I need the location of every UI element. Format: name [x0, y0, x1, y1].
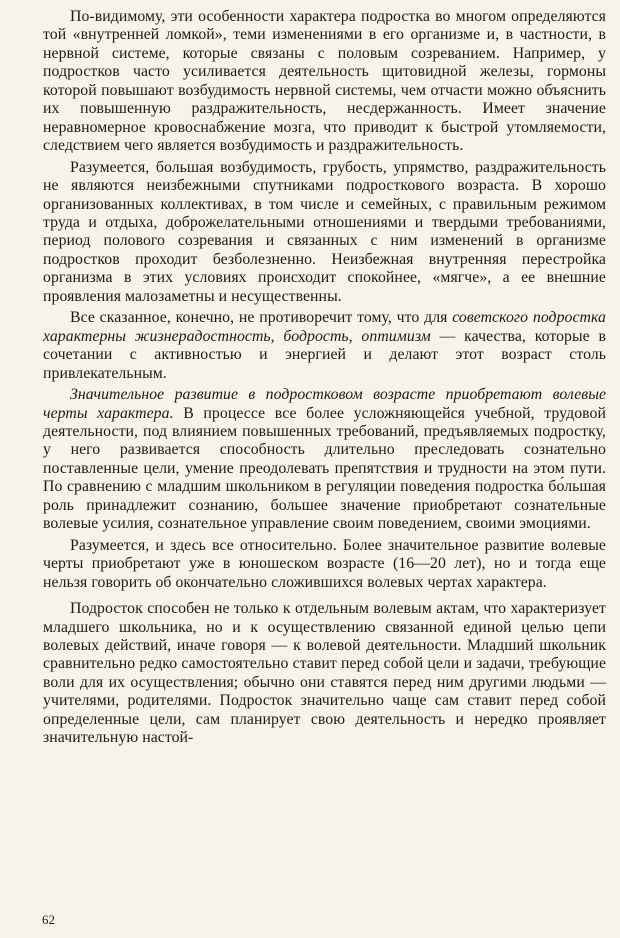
paragraph-3-text-start: Все сказанное, конечно, не противоречит тому, что для	[70, 309, 453, 327]
paragraph-3-text-end: — качества, которые в сочетании с активностью и энергией и делают этот возраст столь привлекательным.	[43, 327, 607, 382]
paragraph-3	[43, 309, 606, 383]
paragraph-4	[43, 386, 606, 534]
paragraph-2	[43, 159, 606, 307]
paragraph-5-text: Разумеется, и здесь все относительно. Более значительное развитие волевые черты приобретают уже в юношеском возрасте (16—20 лет), но и тогда еще нельзя говорить об окончательно сложившихся волевых чертах характера.	[43, 536, 606, 591]
paragraph-3-italic-phrase: советского подростка характерны жизнерадостность, бодрость, оптимизм	[43, 309, 607, 345]
page-number: 62	[42, 912, 55, 927]
paragraph-5	[43, 537, 606, 592]
paragraph-2-text: Разумеется, большая возбудимость, грубость, упрямство, раздражительность не являются неизбежными спутниками подросткового возраста. В хорошо организованных коллективах, в том числе и семейных, с правильным режимом труда и отдыха, доброжелательными отношениями и твердыми требованиями, период полового созревания и связанных с ним изменений в организме подростков проходит безболезненно. Неизбежная внутренняя перестройка организма в этих условиях происходит спокойнее, «мягче», а ее внешние проявления малозаметны и несущественны.	[43, 158, 606, 305]
paragraph-1-text: По-видимому, эти особенности характера подростка во многом определяются той «внутренней ломкой», теми изменениями в его организме и, в частности, в нервной системе, которые связаны с половым созреванием. Например, у подростков часто усиливается деятельность щитовидной железы, гормоны которой повышают возбудимость нервной системы, чем отчасти можно объяснить их повышенную раздражительность, несдержанность. Имеет значение неравномерное кровоснабжение мозга, что приводит к быстрой утомляемости, следствием чего является возбудимость и раздражительность.	[43, 8, 606, 155]
paragraph-4-text: В процессе все более усложняющейся учебной, трудовой деятельности, под влиянием повышенных требований, предъявляемых подростку, у него развивается способность длительно преследовать сознательно поставленные цели, умение преодолевать препятствия и трудности на этом пути. По сравнению с младшим школьником в регуляции поведения подростка бо́льшая роль принадлежит сознанию, большее значение приобретают сознательные волевые усилия, сознательное управление своим поведением, своими эмоциями.	[43, 404, 606, 533]
paragraph-1	[43, 8, 606, 156]
paragraph-6	[43, 600, 606, 748]
paragraph-6-text: Подросток способен не только к отдельным волевым актам, что характеризует младшего школьника, но и к осуществлению связанной единой целью цепи волевых действий, иначе говоря — к волевой деятельности. Младший школьник сравнительно редко самостоятельно ставит перед собой цели и задачи, требующие воли для их осуществления; обычно они ставятся перед ним другими людьми — учителями, родителями. Подросток значительно чаще сам ставит перед собой определенные цели, сам планирует свою деятельность и нередко проявляет значительную настой-	[43, 600, 606, 747]
paragraph-4-italic-lead: Значительное развитие в подростковом возрасте приобретают волевые черты характера.	[43, 386, 606, 422]
